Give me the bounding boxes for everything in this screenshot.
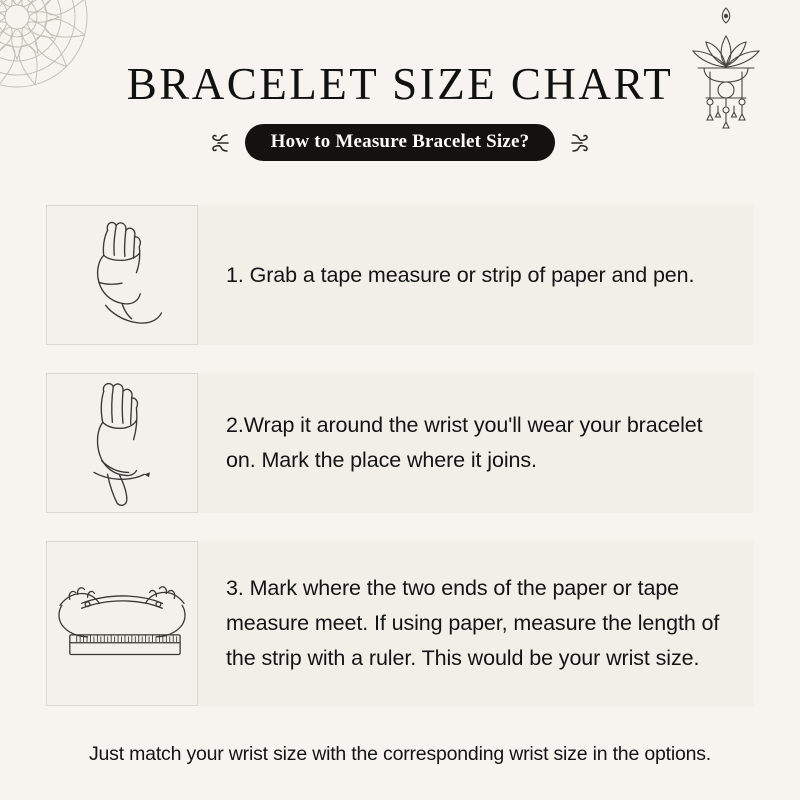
list-item <box>46 541 754 706</box>
swirl-flourish-icon <box>207 130 233 156</box>
step-text: 2.Wrap it around the wrist you'll wear your bracelet on. Mark the place where it joins. <box>226 413 703 472</box>
hand-fist-with-tape-icon <box>46 205 198 345</box>
page-title: BRACELET SIZE CHART <box>126 59 674 109</box>
hand-with-tape-around-wrist-icon <box>46 373 198 513</box>
list-item <box>46 205 754 345</box>
hands-measuring-strip-with-ruler-icon <box>46 541 198 706</box>
list-item <box>46 373 754 513</box>
subtitle-row <box>0 124 800 161</box>
steps-list <box>0 205 800 734</box>
step-text: 1. Grab a tape measure or strip of paper and pen. <box>226 262 695 287</box>
footer-note: Just match your wrist size with the corresponding wrist size in the options. <box>88 743 712 765</box>
swirl-flourish-icon <box>567 130 593 156</box>
step-text: 3. Mark where the two ends of the paper or tape measure meet. If using paper, measure the length of the strip with a ruler. This would be your wrist size. <box>226 576 720 670</box>
subtitle-pill: How to Measure Bracelet Size? <box>245 124 556 161</box>
